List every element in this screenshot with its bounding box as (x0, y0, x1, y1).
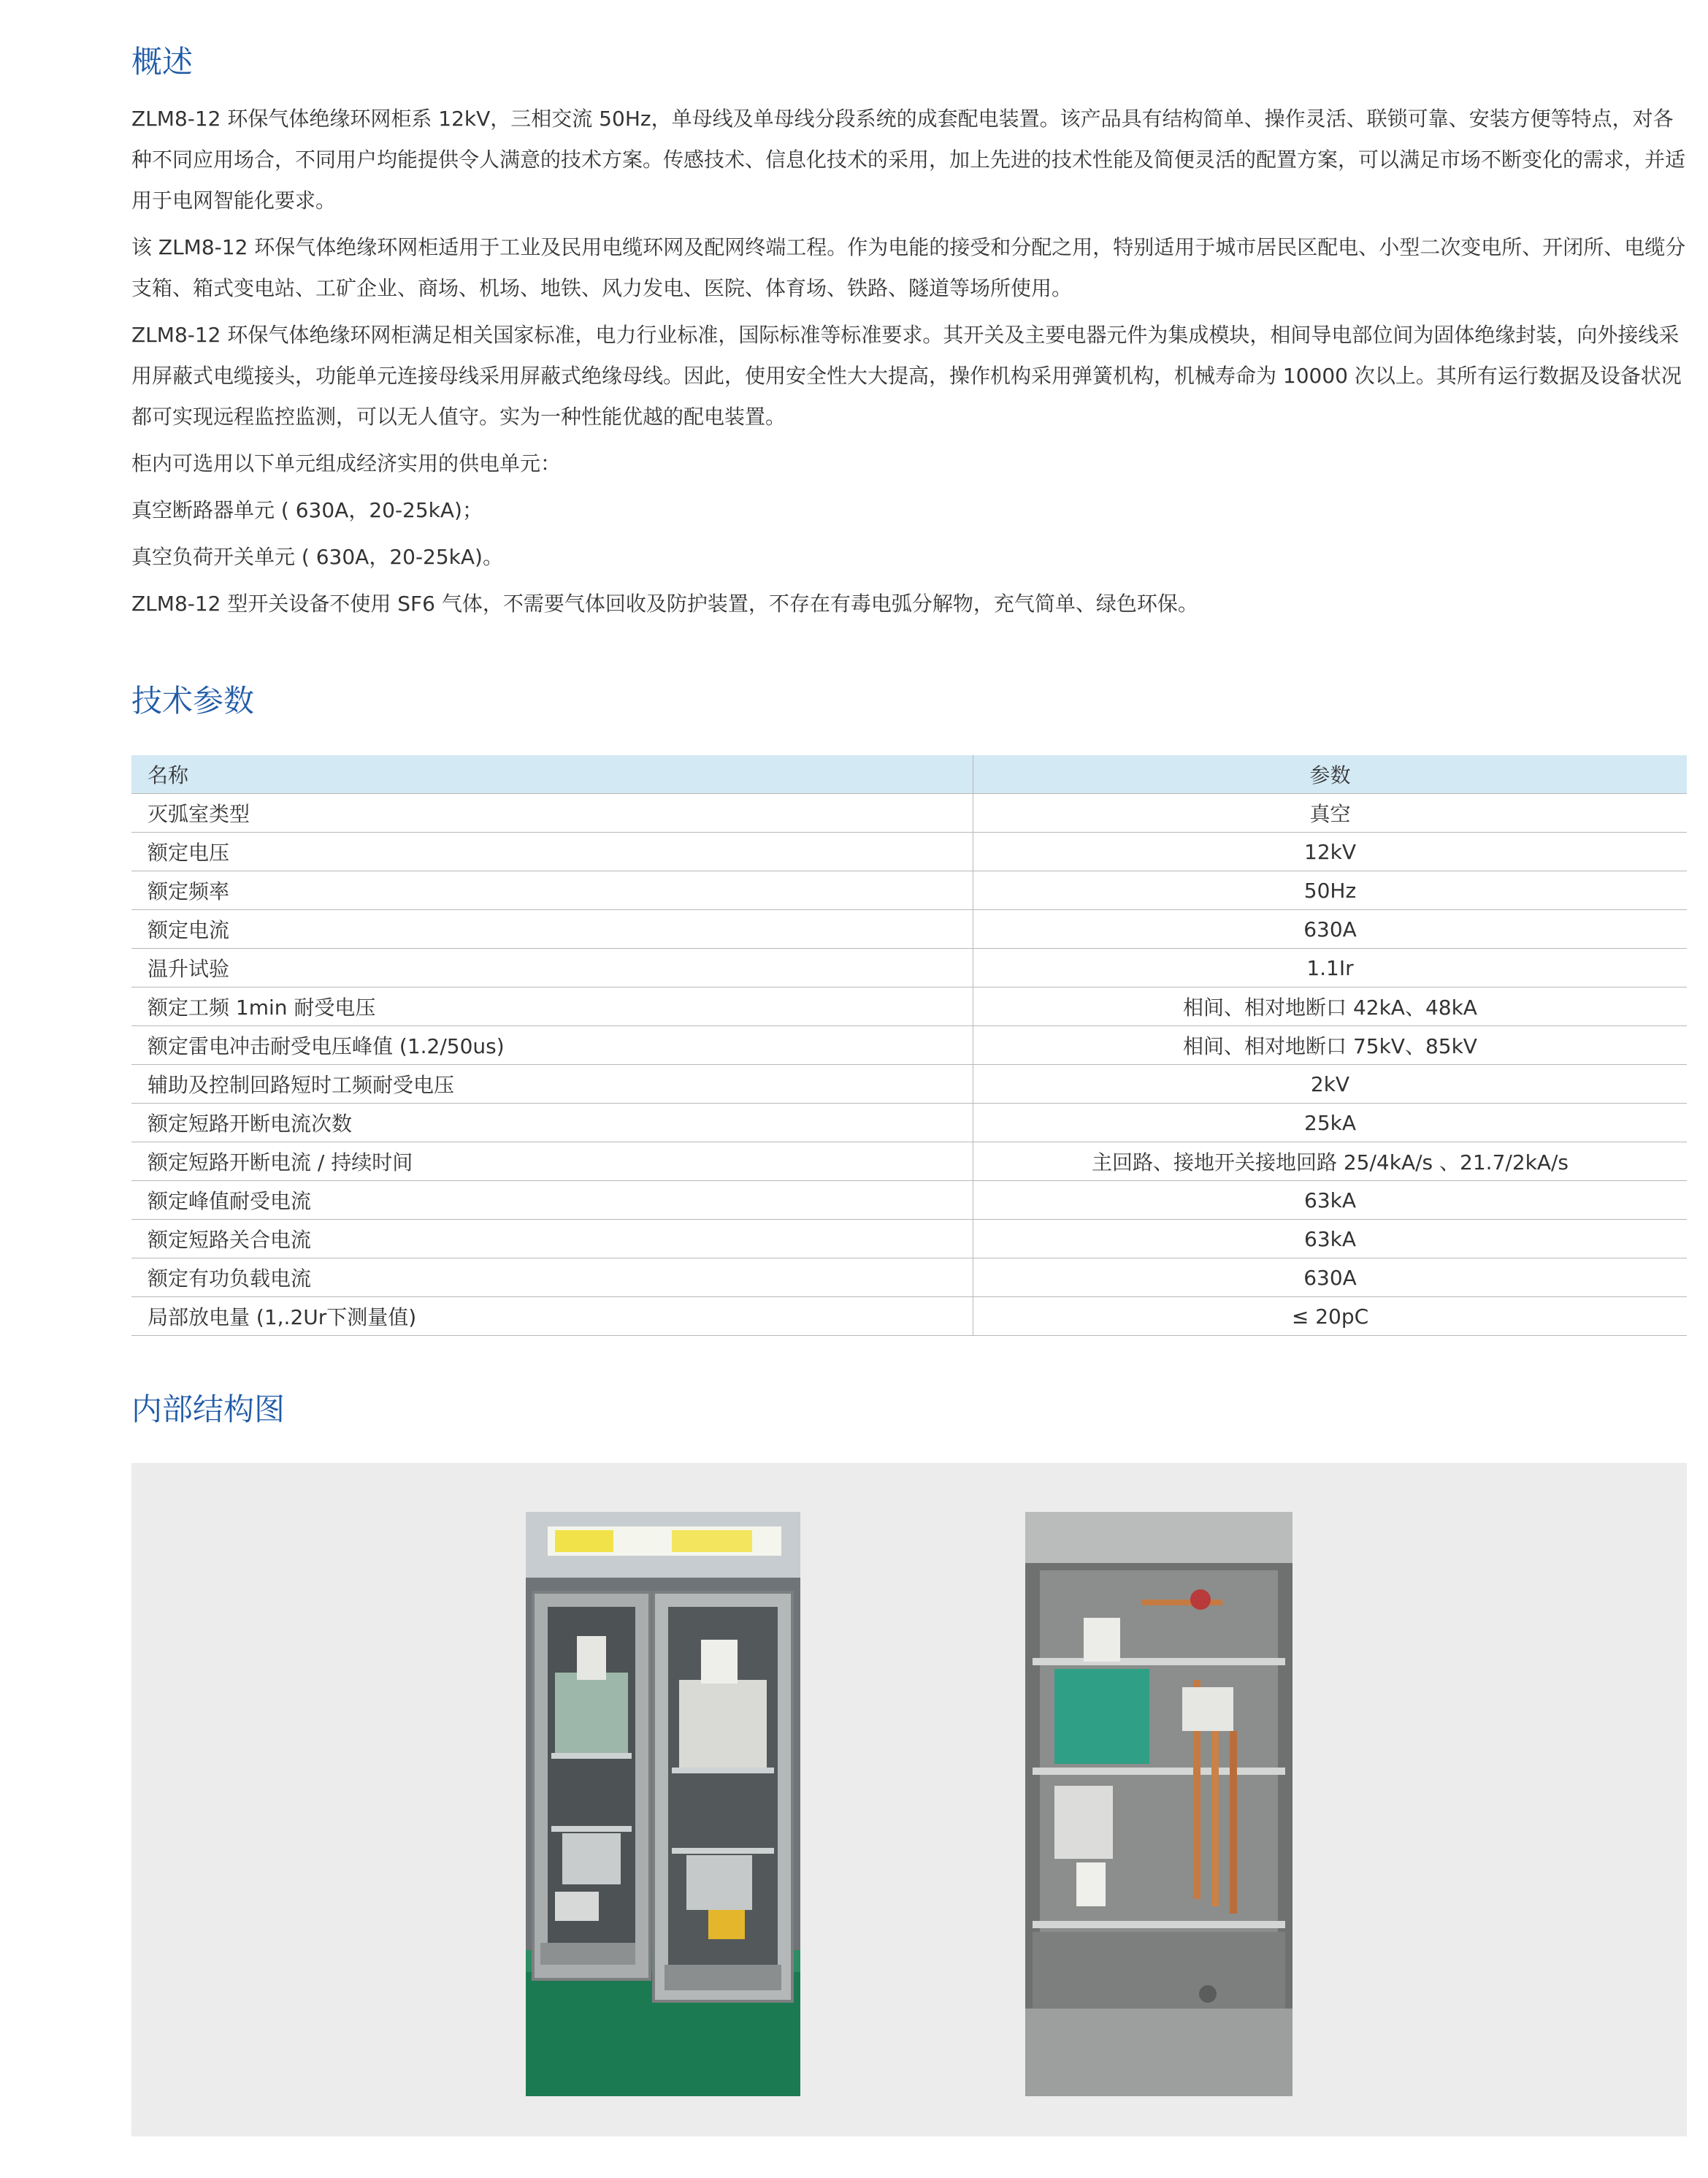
spec-value: 63kA (973, 1181, 1688, 1220)
spec-name: 额定电压 (131, 833, 973, 871)
table-row (131, 949, 1687, 987)
spec-name: 额定短路开断电流次数 (131, 1104, 973, 1142)
table-row (131, 1258, 1687, 1297)
specs-title: 技术参数 (131, 683, 255, 719)
spec-name: 额定频率 (131, 871, 973, 910)
table-row (131, 794, 1687, 833)
overview-paragraph: ZLM8-12 环保气体绝缘环网柜系 12kV，三相交流 50Hz，单母线及单母线分段系统的成套配电装置。该产品具有结构简单、操作灵活、联锁可靠、安装方便等特点，对各种不同应用场合，不同用户均能提供令人满意的技术方案。传感技术、信息化技术的采用，加上先进的技术性能及简便灵活的配置方案，可以满足市场不断变化的需求，并适用于电网智能化要求。 (131, 107, 1686, 213)
spec-value: ≤ 20pC (973, 1297, 1688, 1336)
overview-paragraph: ZLM8-12 环保气体绝缘环网柜满足相关国家标准，电力行业标准，国际标准等标准要求。其开关及主要电器元件为集成模块，相间导电部位间为固体绝缘封装，向外接线采用屏蔽式电缆接头，功能单元连接母线采用屏蔽式绝缘母线。因此，使用安全性大大提高，操作机构采用弹簧机构，机械寿命为 10000 次以上。其所有运行数据及设备状况都可实现远程监控监测，可以无人值守。实为一种性能优越的配电装置。 (131, 323, 1682, 429)
cabinet-photo-right (1025, 1512, 1293, 2096)
table-row (131, 1065, 1687, 1104)
table-row (131, 1142, 1687, 1181)
table-row (131, 833, 1687, 871)
overview-paragraph: 真空断路器单元 ( 630A，20-25kA)； (131, 498, 483, 522)
table-row (131, 1026, 1687, 1065)
spec-value: 50Hz (973, 871, 1688, 910)
table-row (131, 1297, 1687, 1336)
structure-gallery (131, 1463, 1687, 2136)
spec-value: 主回路、接地开关接地回路 25/4kA/s 、21.7/2kA/s (973, 1142, 1688, 1181)
spec-value: 真空 (973, 794, 1688, 833)
overview-title: 概述 (131, 44, 194, 80)
spec-value: 1.1Ir (973, 949, 1688, 987)
cabinet-photo-left (526, 1512, 800, 2096)
spec-name: 额定峰值耐受电流 (131, 1181, 973, 1220)
header-name: 名称 (131, 755, 973, 794)
table-header-row (131, 755, 1687, 794)
spec-name: 灭弧室类型 (131, 794, 973, 833)
table-row (131, 1220, 1687, 1258)
spec-name: 额定短路关合电流 (131, 1220, 973, 1258)
spec-name: 额定工频 1min 耐受电压 (131, 987, 973, 1026)
spec-name: 温升试验 (131, 949, 973, 987)
spec-value: 25kA (973, 1104, 1688, 1142)
spec-name: 局部放电量 (1,.2Ur下测量值) (131, 1297, 973, 1336)
table-row (131, 987, 1687, 1026)
overview-paragraph: 真空负荷开关单元 ( 630A，20-25kA)。 (131, 545, 503, 569)
structure-title: 内部结构图 (131, 1391, 286, 1427)
overview-paragraph: 该 ZLM8-12 环保气体绝缘环网柜适用于工业及民用电缆环网及配网终端工程。作为电能的接受和分配之用，特别适用于城市居民区配电、小型二次变电所、开闭所、电缆分支箱、箱式变电站、工矿企业、商场、机场、地铁、风力发电、医院、体育场、铁路、隧道等场所使用。 (131, 235, 1686, 300)
specs-table (131, 755, 1687, 1336)
spec-name: 额定有功负载电流 (131, 1258, 973, 1297)
spec-value: 12kV (973, 833, 1688, 871)
spec-value: 630A (973, 1258, 1688, 1297)
spec-name: 额定电流 (131, 910, 973, 949)
spec-value: 2kV (973, 1065, 1688, 1104)
spec-name: 额定雷电冲击耐受电压峰值 (1.2/50us) (131, 1026, 973, 1065)
spec-value: 63kA (973, 1220, 1688, 1258)
overview-body (131, 99, 1687, 630)
header-value: 参数 (973, 755, 1688, 794)
spec-value: 相间、相对地断口 75kV、85kV (973, 1026, 1688, 1065)
spec-value: 630A (973, 910, 1688, 949)
overview-paragraph: 柜内可选用以下单元组成经济实用的供电单元： (131, 451, 562, 475)
spec-value: 相间、相对地断口 42kA、48kA (973, 987, 1688, 1026)
table-row (131, 1104, 1687, 1142)
overview-paragraph: ZLM8-12 型开关设备不使用 SF6 气体，不需要气体回收及防护装置，不存在有毒电弧分解物，充气简单、绿色环保。 (131, 592, 1198, 616)
table-row (131, 1181, 1687, 1220)
spec-name: 辅助及控制回路短时工频耐受电压 (131, 1065, 973, 1104)
spec-name: 额定短路开断电流 / 持续时间 (131, 1142, 973, 1181)
table-row (131, 871, 1687, 910)
table-row (131, 910, 1687, 949)
